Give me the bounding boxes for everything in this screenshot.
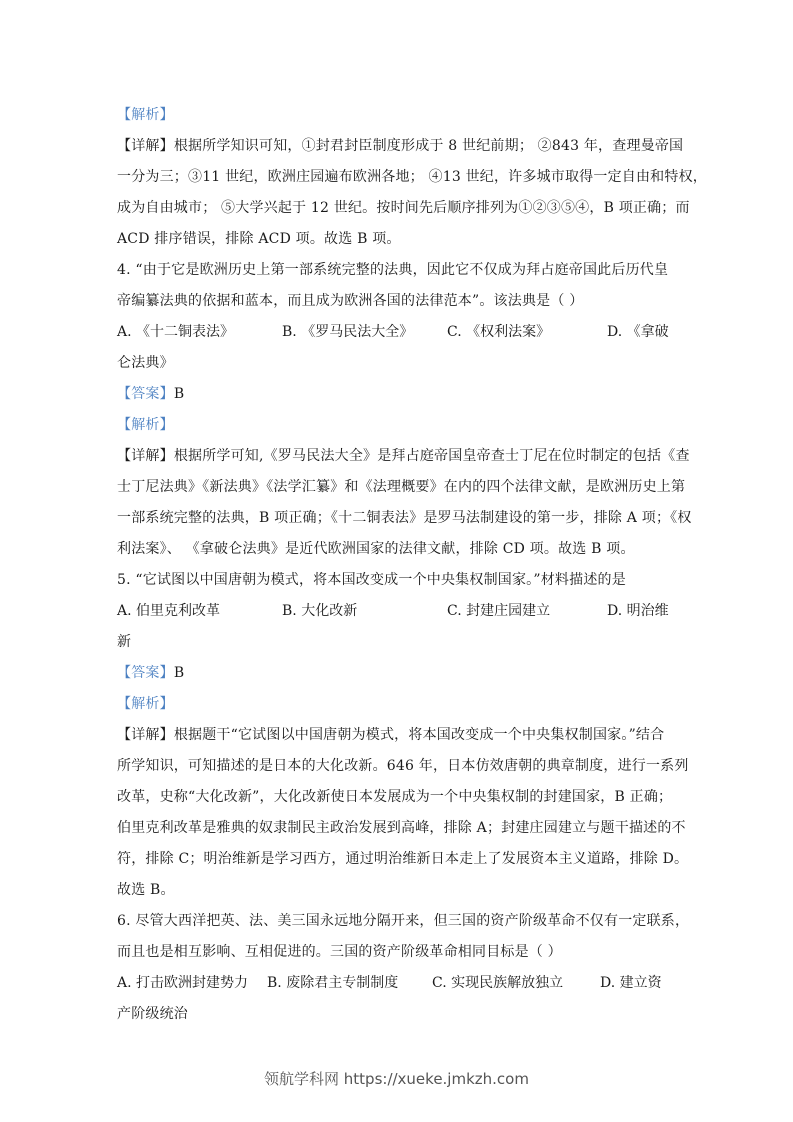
option-d-continued: 产阶级统治 <box>117 1006 188 1022</box>
option-c: C. 《权利法案》 <box>447 324 551 340</box>
detail-line: 【详解】根据所学可知,《罗马民法大全》是拜占庭帝国皇帝查士丁尼在位时制定的包括《查 <box>117 448 690 464</box>
detail-line: 【详解】根据题干“它试图以中国唐朝为模式，将本国改变成一个中央集权制国家。”结合 <box>117 727 665 743</box>
analysis-label: 【解析】 <box>117 417 174 433</box>
detail-label: 【详解】 <box>117 138 174 154</box>
answer-line <box>117 658 682 689</box>
answer-value: B <box>173 386 185 402</box>
option-d: D. 明治维 <box>607 603 669 619</box>
answer-label: 【答案】 <box>117 665 174 681</box>
detail-line: 伯里克利改革是雅典的奴隶制民主政治发展到高峰，排除 A；封建庄园建立与题干描述的不 <box>117 820 686 836</box>
option-d: D. 《拿破 <box>607 324 669 340</box>
question-4-stem: 4. “由于它是欧洲历史上第一部系统完整的法典，因此它不仅成为拜占庭帝国此后历代皇 <box>117 262 669 278</box>
detail-line: 利法案》、 《拿破仑法典》是近代欧洲国家的法律文献，排除 CD 项。故选 B 项。 <box>117 541 635 557</box>
option-b: B. 废除君主专制制度 <box>267 975 399 991</box>
option-c: C. 实现民族解放独立 <box>432 975 564 991</box>
answer-line <box>117 379 682 410</box>
option-d-continued: 新 <box>117 634 132 650</box>
detail-label: 【详解】 <box>117 448 174 464</box>
analysis-label: 【解析】 <box>117 107 174 123</box>
question-6-stem: 6. 尽管大西洋把英、法、美三国永远地分隔开来，但三国的资产阶级革命不仅有一定联系， <box>117 913 690 929</box>
answer-label: 【答案】 <box>117 386 174 402</box>
detail-line: 【详解】根据所学知识可知，①封君封臣制度形成于 8 世纪前期； ②843 年，查理曼帝国 <box>117 138 684 154</box>
question-4-options <box>117 317 682 348</box>
option-c: C. 封建庄园建立 <box>447 603 551 619</box>
option-d-continued: 仑法典》 <box>117 355 174 371</box>
option-a: A. 伯里克利改革 <box>117 603 221 619</box>
option-a: A. 打击欧洲封建势力 <box>117 975 249 991</box>
answer-value: B <box>173 665 185 681</box>
question-5-options <box>117 596 682 627</box>
option-a: A. 《十二铜表法》 <box>117 324 235 340</box>
question-6-stem: 而且也是相互影响、互相促进的。三国的资产阶级革命相同目标是（ ） <box>117 944 562 960</box>
detail-line: ACD 排序错误，排除 ACD 项。故选 B 项。 <box>117 231 401 247</box>
detail-line: 故选 B。 <box>117 882 175 898</box>
detail-line: 一分为三；③11 世纪，欧洲庄园遍布欧洲各地； ④13 世纪，许多城市取得一定自由和特权， <box>117 169 707 185</box>
detail-line: 士丁尼法典》《新法典》《法学汇纂》和《法理概要》在内的四个法律文献，是欧洲历史上第 <box>117 479 686 495</box>
footer-watermark: 领航学科网 https://xueke.jmkzh.com <box>264 1070 529 1088</box>
detail-line: 符，排除 C；明治维新是学习西方，通过明治维新日本走上了发展资本主义道路，排除 D。 <box>117 851 689 867</box>
detail-line: 所学知识，可知描述的是日本的大化改新。646 年，日本仿效唐朝的典章制度，进行一系列 <box>117 758 689 774</box>
analysis-label: 【解析】 <box>117 696 174 712</box>
question-4-stem: 帝编纂法典的依据和蓝本，而且成为欧洲各国的法律范本”。该法典是（ ） <box>117 293 584 309</box>
detail-line: 一部系统完整的法典，B 项正确；《十二铜表法》是罗马法制建设的第一步，排除 A 项；《权 <box>117 510 692 526</box>
question-6-options <box>117 968 682 999</box>
option-d: D. 建立资 <box>600 975 662 991</box>
option-b: B. 《罗马民法大全》 <box>282 324 414 340</box>
option-b: B. 大化改新 <box>282 603 358 619</box>
document-page <box>117 100 707 1030</box>
detail-label: 【详解】 <box>117 727 174 743</box>
detail-line: 改革，史称“大化改新”，大化改新使日本发展成为一个中央集权制的封建国家，B 正确； <box>117 789 673 805</box>
question-5-stem: 5. “它试图以中国唐朝为模式，将本国改变成一个中央集权制国家。”材料描述的是 <box>117 572 626 588</box>
detail-line: 成为自由城市； ⑤大学兴起于 12 世纪。按时间先后顺序排列为①②③⑤④，B 项正确；而 <box>117 200 690 216</box>
